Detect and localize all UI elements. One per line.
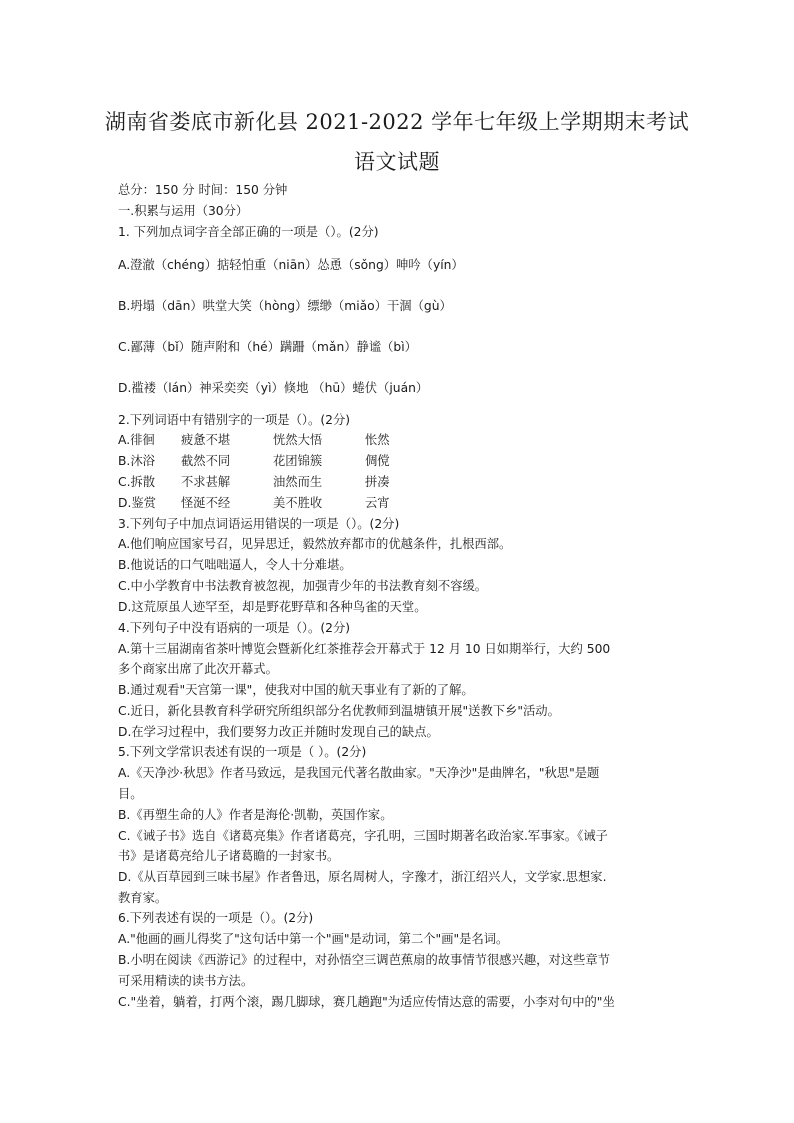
q2-option-c-word-1: C.拆散 [118,475,156,489]
q2-option-a-word-1: A.徘徊 [118,433,155,447]
q2-option-d-word-4: 云宵 [365,496,390,510]
q2-option-c-word-4: 拼凑 [365,475,390,489]
exam-meta: 总分：150 分 时间：150 分钟 [118,183,288,197]
q1-option-b: B.坍塌（dān）哄堂大笑（hòng）缥缈（miǎo）干涸（gù） [118,299,452,313]
section-heading: 一.积累与运用（30分） [118,204,249,218]
q1-option-a: A.澄澈（chéng）掂轻怕重（niān）怂恿（sǒng）呻吟（yín） [118,258,464,272]
q3-option-b: B.他说话的口气咄咄逼人，令人十分难堪。 [118,558,352,572]
q5-option-d-line-2: 教育家。 [118,891,168,905]
q5-option-a-line-1: A.《天净沙·秋思》作者马致远，是我国元代著名散曲家。"天净沙"是曲牌名，"秋思"是题 [118,766,600,780]
question-2-stem: 2.下列词语中有错别字的一项是（）。(2分) [118,413,351,427]
question-4-stem: 4.下列句子中没有语病的一项是（）。(2分) [118,621,351,635]
q1-option-d: D.褴褛（lán）神采奕奕（yì）倏地 （hū）蜷伏（juán） [118,381,429,395]
question-3-stem: 3.下列句子中加点词语运用错误的一项是（）。(2分) [118,517,400,531]
q5-option-d-line-1: D.《从百草园到三味书屋》作者鲁迅，原名周树人，字豫才，浙江绍兴人，文学家.思想家. [118,870,607,884]
q4-option-c: C.近日，新化县教育科学研究所组织部分名优教师到温塘镇开展"送教下乡"活动。 [118,704,560,718]
q6-option-b-line-1: B.小明在阅读《西游记》的过程中，对孙悟空三调芭蕉扇的故事情节很感兴趣，对这些章节 [118,953,610,967]
q2-option-a [118,432,390,448]
q3-option-a: A.他们响应国家号召，见异思迁，毅然放弃都市的优越条件，扎根西部。 [118,537,512,551]
q2-option-a-word-4: 怅然 [365,433,390,447]
question-5-stem: 5.下列文学常识表述有误的一项是（ ）。(2分) [118,745,367,759]
q2-option-b-word-2: 截然不同 [181,454,231,468]
q2-option-c-word-3: 油然而生 [273,475,323,489]
document-title: 湖南省娄底市新化县 2021-2022 学年七年级上学期期末考试 [104,110,690,134]
q2-option-d-word-3: 美不胜收 [273,496,323,510]
q6-option-b-line-2: 可采用精读的读书方法。 [118,974,254,988]
q4-option-d: D.在学习过程中，我们要努力改正并随时发现自己的缺点。 [118,725,439,739]
q2-option-b-word-3: 花团锦簇 [273,454,323,468]
q6-option-a: A."他画的画儿得奖了"这句话中第一个"画"是动词，第二个"画"是名词。 [118,932,509,946]
q2-option-a-word-2: 疲惫不堪 [181,433,231,447]
q4-option-a-line-1: A.第十三届湖南省茶叶博览会暨新化红茶推荐会开幕式于 12 月 10 日如期举行，大约 500 [118,642,611,656]
q2-option-b-word-4: 倜傥 [365,454,390,468]
q2-option-b [118,453,390,469]
q5-option-c-line-2: 书》是诸葛亮给儿子诸葛瞻的一封家书。 [118,849,340,863]
q4-option-a-line-2: 多个商家出席了此次开幕式。 [118,662,278,676]
q4-option-b: B.通过观看"天宫第一课"，使我对中国的航天事业有了新的了解。 [118,683,474,697]
document-subtitle: 语文试题 [354,150,440,174]
question-1-stem: 1. 下列加点词字音全部正确的一项是（）。(2分) [118,225,379,239]
q2-option-d [118,495,390,511]
q6-option-c-line-1: C."坐着，躺着，打两个滚，踢几脚球，赛几趟跑"为适应传情达意的需要，小李对句中的"坐 [118,995,615,1009]
q2-option-d-word-2: 怪涎不经 [181,496,231,510]
q1-option-c: C.鄙薄（bǐ）随声附和（hé）蹒跚（mǎn）静谧（bì） [118,340,417,354]
q2-option-d-word-1: D.鉴赏 [118,496,156,510]
q2-option-a-word-3: 恍然大悟 [273,433,323,447]
q2-option-c-word-2: 不求甚解 [181,475,231,489]
q5-option-a-line-2: 目。 [118,787,143,801]
q5-option-b: B.《再塑生命的人》作者是海伦·凯勒，英国作家。 [118,808,393,822]
q3-option-d: D.这荒原虽人迹罕至，却是野花野草和各种鸟雀的天堂。 [118,600,427,614]
q5-option-c-line-1: C.《诫子书》选自《诸葛亮集》作者诸葛亮，字孔明，三国时期著名政治家.军事家。《诫子 [118,829,608,843]
q2-option-c [118,474,390,490]
q3-option-c: C.中小学教育中书法教育被忽视，加强青少年的书法教育刻不容缓。 [118,579,488,593]
question-6-stem: 6.下列表述有误的一项是（）。(2分) [118,911,314,925]
q2-option-b-word-1: B.沐浴 [118,454,155,468]
